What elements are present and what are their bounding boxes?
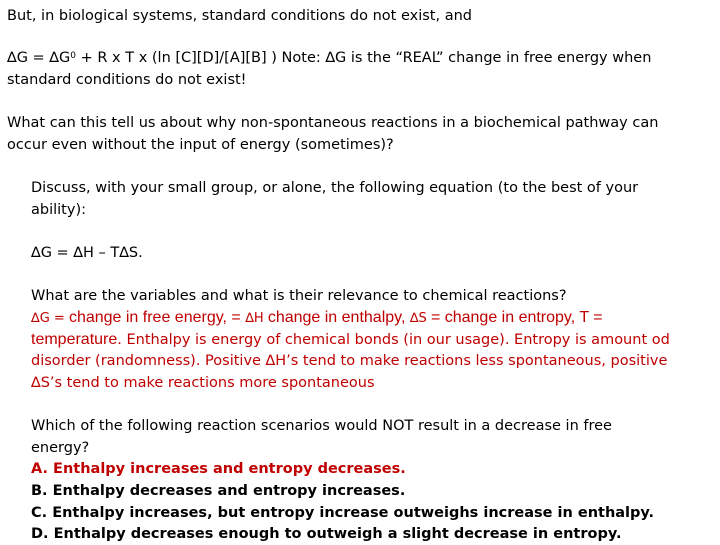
discuss-line: ability): — [31, 202, 86, 218]
question-line: occur even without the input of energy (sometimes)? — [7, 137, 394, 153]
standard-superscript: 0 — [70, 51, 76, 61]
gibbs-equation: ∆G = ∆H – T∆S. — [31, 245, 143, 261]
discuss-line: Discuss, with your small group, or alone, the following equation (to the best of your — [31, 180, 639, 196]
variables-answer-line: disorder (randomness). Positive ∆H’s tend to make reactions less spontaneous, positive — [31, 353, 668, 369]
answer-part: ∆G = — [31, 311, 69, 326]
variables-answer-line — [31, 329, 670, 351]
answer-part: change in enthalpy, — [267, 309, 410, 326]
answer-part: change in free energy, = — [68, 309, 246, 326]
answer-part: = change in entropy, T = — [430, 309, 603, 326]
answer-part: temperature — [31, 331, 118, 348]
answer-part: ∆S — [409, 311, 431, 326]
option-c: C. Enthalpy increases, but entropy increase outweighs increase in enthalpy. — [31, 505, 655, 521]
answer-part: . Enthalpy is energy of chemical bonds (in our usage). Entropy is amount od — [117, 332, 670, 348]
equation-part: ∆G = ∆G — [7, 50, 71, 66]
variables-question: What are the variables and what is their relevance to chemical reactions? — [31, 288, 567, 304]
scenario-question: energy? — [31, 440, 90, 456]
option-a: A. Enthalpy increases and entropy decreases. — [31, 461, 406, 477]
free-energy-equation — [7, 47, 651, 69]
equation-note: + R x T x (ln [C][D]/[A][B] ) Note: ∆G is the “REAL” change in free energy when — [75, 50, 652, 66]
option-b: B. Enthalpy decreases and entropy increases. — [31, 483, 406, 499]
variables-answer-line: ∆S’s tend to make reactions more spontaneous — [31, 375, 375, 391]
variables-answer-line — [31, 307, 603, 330]
option-d: D. Enthalpy decreases enough to outweigh a slight decrease in entropy. — [31, 526, 622, 542]
intro-line: standard conditions do not exist! — [7, 72, 247, 88]
question-line: What can this tell us about why non-spontaneous reactions in a biochemical pathway can — [7, 115, 659, 131]
scenario-question: Which of the following reaction scenarios would NOT result in a decrease in free — [31, 418, 612, 434]
intro-line: But, in biological systems, standard conditions do not exist, and — [7, 8, 472, 24]
answer-part: ∆H — [245, 311, 268, 326]
